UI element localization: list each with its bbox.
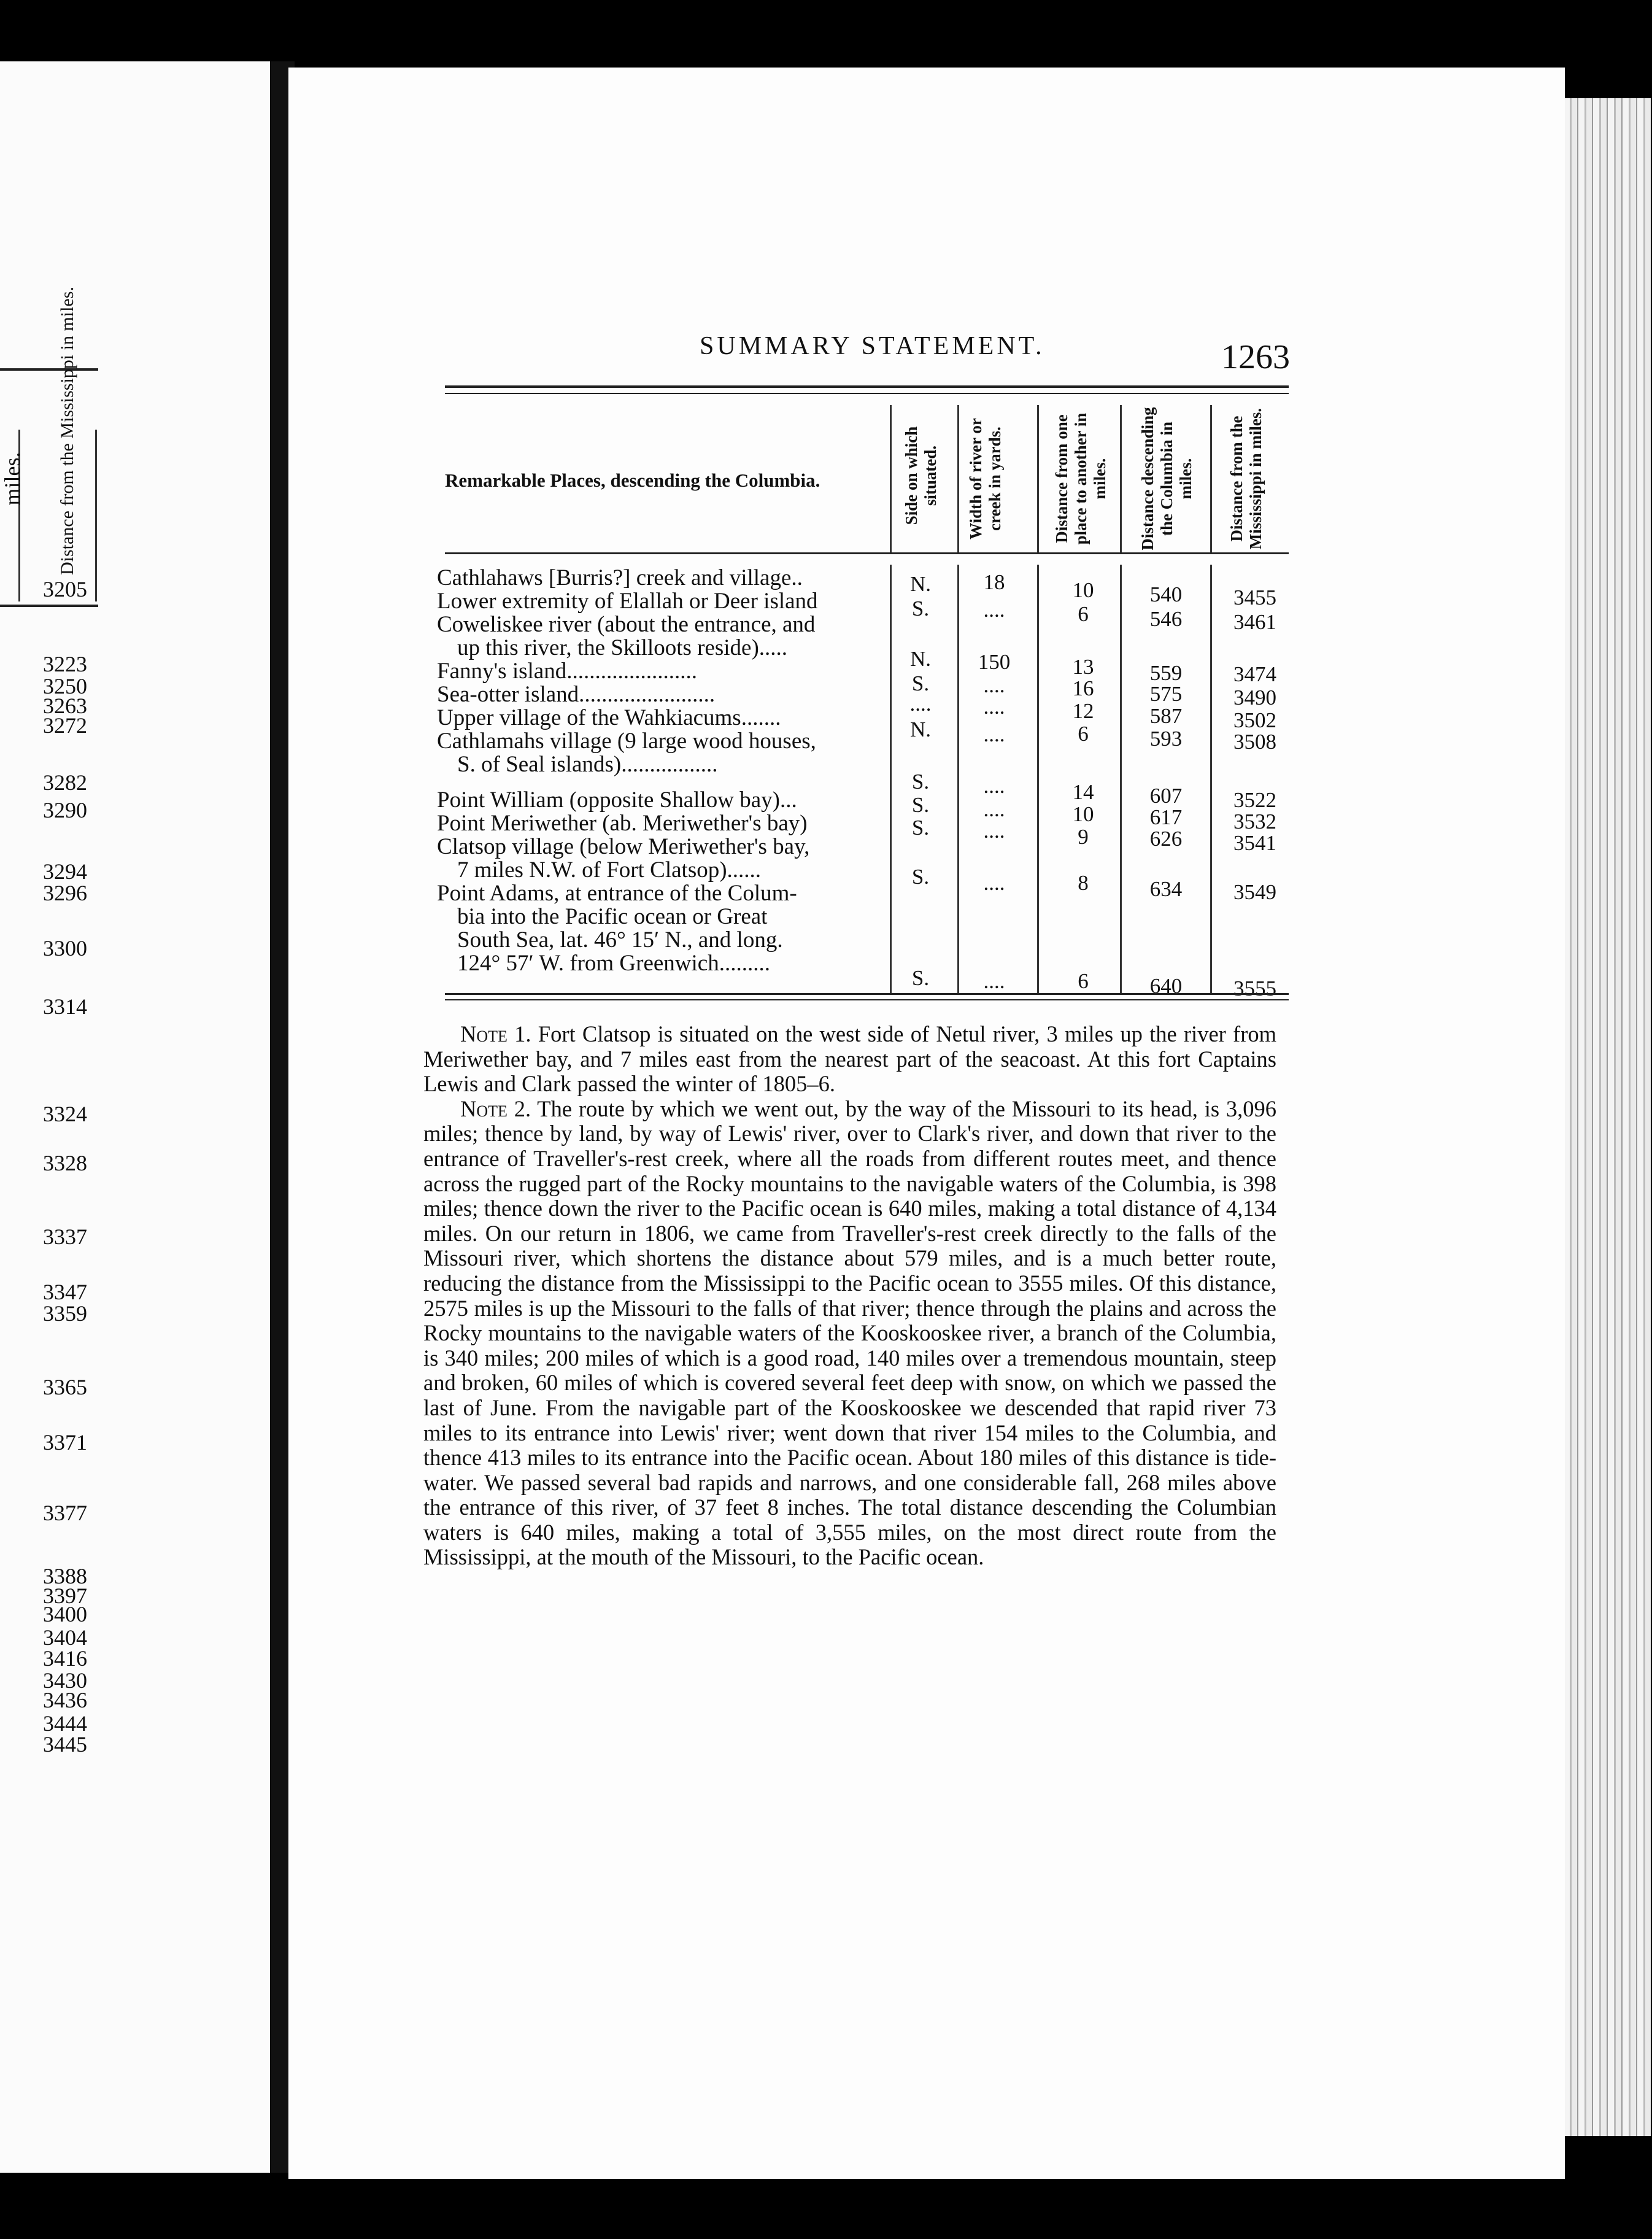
mississippi-distance-cell: 3455 [1233,586,1276,609]
left-value: 3388 [43,1564,87,1588]
left-value: 3365 [43,1375,87,1399]
left-facing-page [0,61,270,2173]
table-rule-bottom [445,993,1289,995]
column-line [957,405,959,552]
mississippi-distance-cell: 3508 [1233,730,1276,754]
left-value: 3445 [43,1732,87,1757]
left-value: 3294 [43,859,87,884]
left-value: 3314 [43,994,87,1019]
distance-cell: 10 [1072,578,1094,602]
width-cell: .... [983,673,1005,697]
side-cell: S. [911,770,930,794]
table-rule-top-thin [445,393,1289,394]
place-name-continued: S. of Seal islands)................. [457,752,718,777]
place-name: Fanny's island....................... [437,659,697,684]
distance-cell: 10 [1072,802,1094,826]
distance-cell: 6 [1078,602,1089,626]
table-rule-top [445,385,1289,388]
side-cell: S. [911,816,930,840]
mississippi-distance-cell: 3555 [1233,976,1276,1000]
width-cell: .... [983,774,1005,798]
side-cell: N. [909,717,932,741]
width-cell: .... [983,598,1005,622]
left-value: 3359 [43,1301,87,1326]
side-cell: N. [909,572,932,596]
note-1-label: Note 1. [460,1021,531,1046]
left-value: 3300 [43,936,87,961]
mississippi-distance-cell: 3461 [1233,610,1276,634]
columbia-distance-cell: 546 [1149,607,1183,631]
mississippi-distance-cell: 3549 [1233,880,1276,904]
column-line [1120,405,1122,552]
column-header-distance-mississippi: Distance from the Mississippi in miles. [1227,408,1265,550]
left-value: 3290 [43,798,87,822]
columbia-distance-cell: 607 [1149,784,1183,808]
left-header-partial: miles. [0,452,25,506]
distance-cell: 16 [1072,676,1094,700]
left-value: 3416 [43,1646,87,1671]
note-1 [423,1022,1276,1097]
table-rule-bottom-thin [445,999,1289,1000]
width-cell: 18 [983,570,1005,594]
columbia-distance-cell: 634 [1149,877,1183,901]
column-line [1037,405,1039,552]
column-header-side: Side on which situated. [902,426,940,525]
distance-cell: 8 [1078,871,1089,895]
left-value: 3250 [43,674,87,698]
left-value: 3324 [43,1102,87,1126]
place-name: Point Meriwether (ab. Meriwether's bay) [437,811,808,836]
column-header-distance-columbia: Distance descending the Columbia in miles. [1138,407,1195,551]
columbia-distance-cell: 575 [1149,682,1183,706]
distance-cell: 13 [1072,655,1094,679]
distance-cell: 12 [1072,699,1094,723]
distance-cell: 9 [1078,825,1089,849]
side-cell: .... [909,692,932,716]
left-value: 3371 [43,1430,87,1455]
left-value: 3282 [43,770,87,795]
left-column-line [95,430,97,601]
distance-cell: 6 [1078,722,1089,746]
page-number: 1263 [1221,338,1290,376]
note-2 [423,1097,1276,1570]
left-value: 3296 [43,881,87,905]
column-line [1210,565,1212,993]
column-line [1120,565,1122,993]
side-cell: N. [909,647,932,671]
mississippi-distance-cell: 3502 [1233,708,1276,732]
side-cell: S. [911,671,930,695]
note-2-text: The route by which we went out, by the way of the Missouri to its head, is 3,096 miles; thence by land, by way of Lewis' river, over to Clark's river, and down that river to the entrance of Traveller's-rest creek, where all the roads from different routes meet, and thence across the rugged part of the Rocky mountains to the navigable waters of the Columbia, is 398 miles; thence down the river to the Pacific ocean is 640 miles, making a total distance of 4,134 miles. On our return in 1806, we came from Traveller's-rest creek directly to the falls of the Missouri river, which shortens the distance about 579 miles, and is a much better route, reducing the distance from the Mississippi to the Pacific ocean to 3555 miles. Of this distance, 2575 miles is up the Missouri to the falls of that river; thence through the plains and across the Rocky mountains to the navigable waters of the Kooskooskee river, a branch of the Columbia, is 340 miles; 200 miles of which is a good road, 140 miles over a tremendous mountain, steep and broken, 60 miles of which is covered several feet deep with snow, on which we passed the last of June. From the navigable part of the Kooskooskee we descended that rapid river 73 miles to its entrance into Lewis' river; went down that river 154 miles to the Columbia, and thence 413 miles to its entrance into the Pacific ocean. About 180 miles of this distance is tide-water. We passed several bad rapids and narrows, and one considerable fall, 268 miles above the entrance of this river, of 37 feet 8 inches. The total distance descending the Columbian waters is 640 miles, making a total of 3,555 miles, on the most direct route from the Mississippi, at the mouth of the Missouri, to the Pacific ocean. [423,1096,1277,1570]
left-value: 3430 [43,1668,87,1693]
place-name-continued: up this river, the Skilloots reside)..... [457,635,788,660]
column-line [1210,405,1212,552]
left-value: 3347 [43,1280,87,1304]
left-value: 3400 [43,1602,87,1626]
side-cell: S. [911,865,930,889]
place-name: Clatsop village (below Meriwether's bay, [437,834,810,859]
left-value: 3272 [43,713,87,738]
place-name: Cathlahaws [Burris?] creek and village.. [437,565,803,590]
columbia-distance-cell: 593 [1149,727,1183,751]
place-name-continued: South Sea, lat. 46° 15′ N., and long. [457,927,783,953]
distance-cell: 6 [1078,969,1089,993]
width-cell: .... [983,969,1005,993]
columbia-distance-cell: 587 [1149,704,1183,728]
running-head: SUMMARY STATEMENT. [700,332,1045,360]
left-value: 3444 [43,1711,87,1736]
left-value: 3404 [43,1625,87,1650]
place-name: Point Adams, at entrance of the Colum- [437,881,797,906]
column-header-distance-between: Distance from one place to another in miles. [1052,412,1109,545]
place-name: Point William (opposite Shallow bay)... [437,787,797,813]
left-value: 3205 [43,577,87,601]
mississippi-distance-cell: 3490 [1233,686,1276,710]
place-name-continued: 124° 57′ W. from Greenwich......... [457,951,770,976]
width-cell: .... [983,819,1005,843]
place-name: Lower extremity of Elallah or Deer island [437,589,818,614]
left-header-distance: Distance from the Mississippi in miles. [57,287,77,575]
place-name-continued: bia into the Pacific ocean or Great [457,904,768,929]
mississippi-distance-cell: 3474 [1233,662,1276,686]
width-cell: .... [983,722,1005,746]
width-cell: .... [983,871,1005,895]
place-name: Coweliskee river (about the entrance, and [437,612,816,637]
notes-section [423,1022,1276,1570]
distance-cell: 14 [1072,780,1094,804]
side-cell: S. [911,597,930,621]
note-2-label: Note 2. [460,1096,531,1121]
columbia-distance-cell: 626 [1149,827,1183,851]
column-line [957,565,959,993]
note-1-text: Fort Clatsop is situated on the west side of Netul river, 3 miles up the river from Meriwether bay, and 7 miles east from the nearest part of the seacoast. At this fort Captains Lewis and Clark passed the winter of 1805–6. [423,1021,1276,1097]
column-line [890,565,892,993]
columbia-distance-cell: 540 [1149,582,1183,606]
left-value: 3263 [43,694,87,718]
width-cell: .... [983,797,1005,821]
columbia-distance-cell: 640 [1149,974,1183,998]
side-cell: S. [911,793,930,817]
mississippi-distance-cell: 3532 [1233,810,1276,833]
left-value: 3397 [43,1584,87,1608]
columbia-distance-cell: 559 [1149,661,1183,685]
left-value: 3328 [43,1151,87,1175]
columbia-distance-cell: 617 [1149,805,1183,829]
width-cell: .... [983,695,1005,719]
place-name: Upper village of the Wahkiacums....... [437,705,781,730]
place-name: Cathlamahs village (9 large wood houses, [437,729,816,754]
width-cell: 150 [978,650,1011,674]
table-rule-header [445,552,1289,554]
side-cell: S. [911,966,930,990]
table-caption: Remarkable Places, descending the Columbia. [445,470,820,491]
mississippi-distance-cell: 3522 [1233,788,1276,812]
place-name-continued: 7 miles N.W. of Fort Clatsop)...... [457,857,762,883]
left-value: 3223 [43,652,87,676]
column-line [1037,565,1039,993]
left-value: 3337 [43,1224,87,1249]
left-rule-top [0,368,98,371]
left-value: 3377 [43,1501,87,1525]
left-rule-head [0,605,98,607]
place-name: Sea-otter island........................ [437,682,716,707]
mississippi-distance-cell: 3541 [1233,831,1276,855]
column-header-width: Width of river or creek in yards. [967,418,1004,539]
column-line [890,405,892,552]
left-value: 3436 [43,1688,87,1712]
